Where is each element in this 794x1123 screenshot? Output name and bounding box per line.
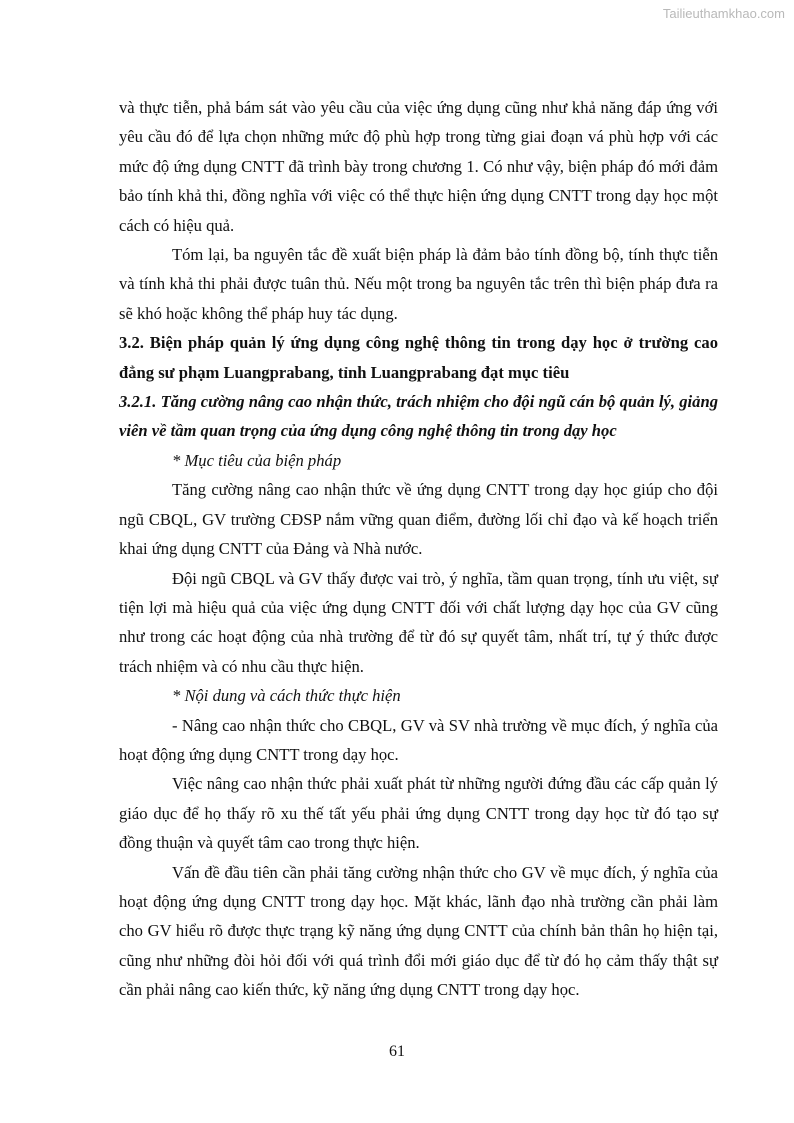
content-method-label: * Nội dung và cách thức thực hiện: [172, 686, 401, 706]
paragraph-2: Tóm lại, ba nguyên tắc đề xuất biện pháp là đảm bảo tính đồng bộ, tính thực tiễn và tính khả thi phải được tuân thủ. Nếu một trong ba nguyên tắc trên thì biện pháp đưa ra sẽ khó hoặc không thể pháp huy tác dụng.: [119, 245, 718, 323]
subsection-heading-3-2-1: 3.2.1. Tăng cường nâng cao nhận thức, trách nhiệm cho đội ngũ cán bộ quản lý, giảng viên về tầm quan trọng của ứng dụng công nghệ thông tin trong dạy học: [119, 392, 718, 441]
objective-label: * Mục tiêu của biện pháp: [172, 450, 342, 470]
paragraph-1: và thực tiễn, phả bám sát vào yêu cầu của việc ứng dụng cũng như khả năng đáp ứng với yêu cầu đó để lựa chọn những mức độ phù hợp trong từng giai đoạn vá phù hợp với các mức độ ứng dụng CNTT đã trình bày trong chương 1. Có như vậy, biện pháp đó mới đảm bảo tính khả thi, đồng nghĩa với việc có thể thực hiện ứng dụng CNTT trong dạy học một cách có hiệu quả.: [119, 98, 718, 235]
paragraph-7: Vấn đề đầu tiên cần phải tăng cường nhận thức cho GV về mục đích, ý nghĩa của hoạt động ứng dụng CNTT trong dạy học. Mặt khác, lãnh đạo nhà trường cần phải làm cho GV hiểu rõ được thực trạng kỹ năng ứng dụng CNTT của chính bản thân họ hiện tại, cũng như những đòi hỏi đối với quá trình đổi mới giáo dục để từ đó họ cảm thấy thật sự cần phải nâng cao kiến thức, kỹ năng ứng dụng CNTT trong dạy học.: [119, 862, 718, 1000]
watermark: Tailieuthamkhao.com: [662, 6, 785, 21]
section-heading-3-2: 3.2. Biện pháp quản lý ứng dụng công nghệ thông tin trong dạy học ở trường cao đẳng sư phạm Luangprabang, tỉnh Luangprabang đạt mục tiêu: [119, 333, 718, 382]
page-number: 61: [389, 1043, 405, 1060]
paragraph-6: Việc nâng cao nhận thức phải xuất phát từ những người đứng đầu các cấp quản lý giáo dục để họ thấy rõ xu thế tất yếu phải ứng dụng CNTT trong dạy học từ đó tạo sự đồng thuận và quyết tâm cao trong thực hiện.: [119, 774, 718, 853]
paragraph-5: - Nâng cao nhận thức cho CBQL, GV và SV nhà trường về mục đích, ý nghĩa của hoạt động ứng dụng CNTT trong dạy học.: [119, 715, 718, 764]
document-body: [119, 93, 718, 1005]
paragraph-4: Đội ngũ CBQL và GV thấy được vai trò, ý nghĩa, tầm quan trọng, tính ưu việt, sự tiện lợi mà hiệu quả của việc ứng dụng CNTT đối với chất lượng dạy học của GV cũng như trong các hoạt động của nhà trường để từ đó sự quyết tâm, nhất trí, tự ý thức được trách nhiệm và có nhu cầu thực hiện.: [119, 568, 718, 676]
paragraph-3: Tăng cường nâng cao nhận thức về ứng dụng CNTT trong dạy học giúp cho đội ngũ CBQL, GV trường CĐSP nắm vững quan điểm, đường lối chỉ đạo và kế hoạch triển khai ứng dụng CNTT của Đảng và Nhà nước.: [119, 480, 718, 559]
